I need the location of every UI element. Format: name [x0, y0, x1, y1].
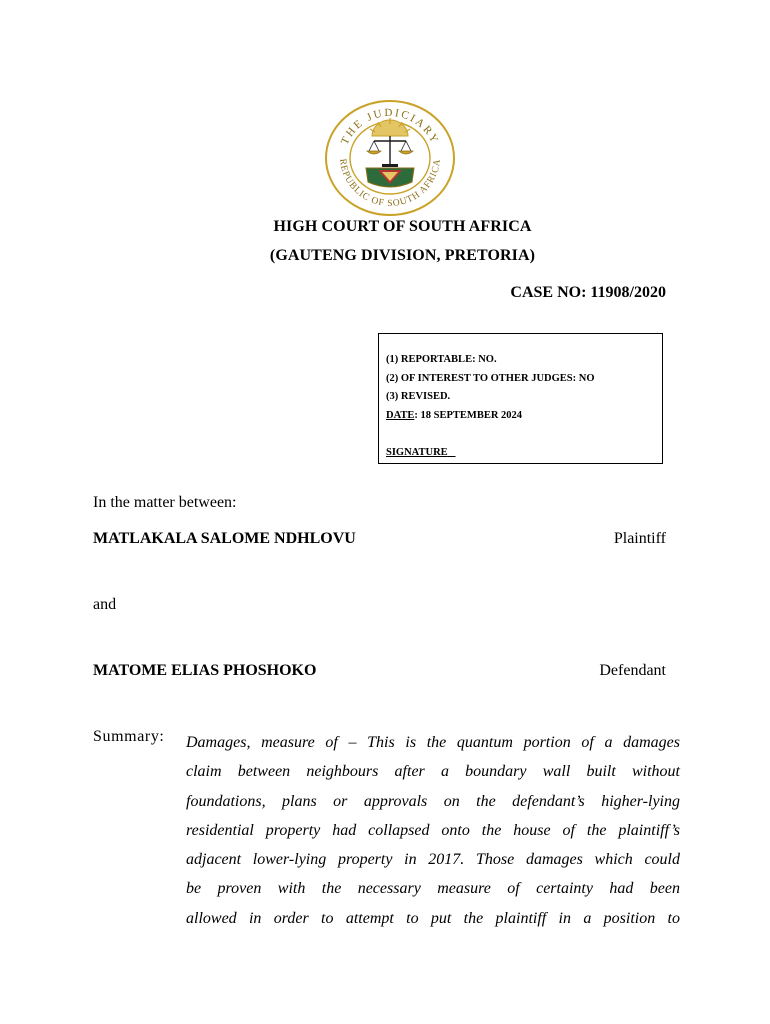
summary-line: be proven with the necessary measure of certainty had been [186, 880, 680, 898]
seal-shield-icon [366, 168, 414, 187]
seal-arc-bottom-text: REPUBLIC OF SOUTH AFRICA [336, 158, 444, 209]
revised-line: (3) REVISED. [386, 391, 451, 403]
defendant-role: Defendant [599, 662, 666, 679]
interest-line: (2) OF INTEREST TO OTHER JUDGES: NO [386, 372, 595, 384]
seal-arc-top-text: THE JUDICIARY [338, 106, 442, 147]
date-value: : 18 SEPTEMBER 2024 [414, 410, 523, 422]
summary-line: Damages, measure of – This is the quantum portion of a damages [186, 734, 680, 751]
date-label: DATE [386, 410, 415, 422]
matter-intro: In the matter between: [93, 494, 237, 511]
summary-line: allowed in order to attempt to put the plaintiff in a position to [186, 909, 680, 927]
status-spacer [386, 426, 662, 445]
summary-line: claim between neighbours after a boundary wall built without [186, 763, 680, 781]
defendant-name: MATOME ELIAS PHOSHOKO [93, 662, 317, 679]
plaintiff-name: MATLAKALA SALOME NDHLOVU [93, 530, 356, 547]
court-division: (GAUTENG DIVISION, PRETORIA) [269, 247, 536, 264]
case-number: CASE NO: 11908/2020 [510, 284, 666, 301]
summary-label: Summary: [93, 728, 165, 745]
date-line [386, 407, 662, 426]
reportable-status-box [378, 333, 663, 464]
signature-label: SIGNATURE [386, 447, 448, 459]
summary-line: foundations, plans or approvals on the defendant’s higher-lying [186, 792, 680, 810]
judiciary-seal-logo [322, 96, 458, 216]
party-conjunction: and [93, 596, 117, 613]
court-name: HIGH COURT OF SOUTH AFRICA [273, 218, 532, 235]
summary-line: residential property had collapsed onto the house of the plaintiff’s [186, 821, 680, 839]
reportable-line: (1) REPORTABLE: NO. [386, 354, 497, 365]
summary-line: adjacent lower-lying property in 2017. Those damages which could [186, 851, 680, 869]
signature-line [386, 444, 662, 463]
plaintiff-role: Plaintiff [613, 530, 666, 547]
summary-paragraph [186, 728, 680, 933]
seal-scales-icon [367, 136, 413, 167]
